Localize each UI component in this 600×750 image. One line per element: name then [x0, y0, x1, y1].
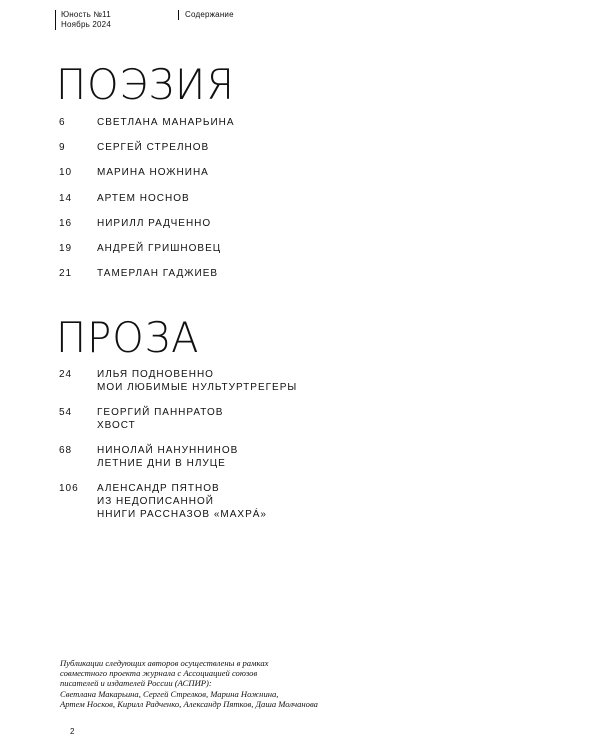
toc-page-number: 9 — [59, 142, 66, 154]
toc-entry-text — [97, 217, 211, 230]
toc-entry-text — [97, 267, 218, 280]
toc-page-number: 14 — [59, 192, 73, 204]
toc-author: НИРИЛЛ РАДЧЕННО — [97, 217, 212, 229]
toc-entry-text — [97, 444, 238, 470]
footnote-line: Артем Носков, Кирилл Радченко, Александр Пятков, Даша Молчанова — [60, 698, 318, 709]
toc-entry[interactable] — [59, 444, 479, 470]
toc-entry[interactable] — [59, 141, 479, 154]
toc-author: ТАМЕРЛАН ГАДЖИЕВ — [97, 268, 219, 280]
magazine-title: Юность №11 — [61, 10, 111, 19]
poetry-heading: ПОЭЗИЯ — [56, 60, 235, 110]
toc-entry-text — [97, 141, 209, 154]
toc-page-number: 19 — [59, 242, 73, 254]
toc-work-title: ЛЕТНИЕ ДНИ В НЛУЦЕ — [97, 458, 226, 469]
toc-work-title: ННИГИ РАССНАЗОВ «МАХРÁ» — [97, 509, 267, 520]
toc-author: СЕРГЕЙ СТРЕЛНОВ — [97, 142, 210, 154]
toc-author: НИНОЛАЙ НАНУННИНОВ — [97, 445, 239, 456]
footnote — [60, 658, 420, 709]
toc-page-number: 10 — [59, 167, 73, 179]
poetry-list — [59, 116, 479, 292]
page-number: 2 — [70, 727, 75, 736]
toc-work-title: ХВОСТ — [97, 420, 136, 431]
toc-page-number: 21 — [59, 268, 73, 280]
toc-entry[interactable] — [59, 406, 479, 432]
issue-date: Ноябрь 2024 — [61, 20, 111, 29]
toc-entry-text — [97, 192, 190, 205]
prose-list — [59, 368, 479, 533]
prose-heading: ПРОЗА — [56, 313, 200, 363]
toc-entry[interactable] — [59, 482, 479, 521]
toc-entry[interactable] — [59, 116, 479, 129]
toc-entry-text — [97, 116, 235, 129]
toc-author: АНДРЕЙ ГРИШНОВЕЦ — [97, 242, 222, 254]
toc-entry[interactable] — [59, 166, 479, 179]
toc-entry[interactable] — [59, 242, 479, 255]
toc-entry-text — [97, 482, 267, 521]
toc-page-number: 68 — [59, 445, 73, 456]
toc-entry[interactable] — [59, 192, 479, 205]
footnote-line: писателей и издателей России (АСПИР): — [60, 678, 212, 689]
toc-entry[interactable] — [59, 217, 479, 230]
toc-author: ГЕОРГИЙ ПАННРАТОВ — [97, 407, 224, 418]
header-issue — [55, 10, 111, 30]
toc-entry-text — [97, 406, 223, 432]
toc-author: МАРИНА НОЖНИНА — [97, 167, 209, 179]
toc-work-title: МОИ ЛЮБИМЫЕ НУЛЬТУРТРЕГЕРЫ — [97, 382, 298, 393]
toc-page-number: 24 — [59, 369, 73, 380]
toc-author: АЛЕНСАНДР ПЯТНОВ — [97, 483, 220, 494]
section-name: Содержание — [185, 10, 234, 19]
footnote-line: Публикации следующих авторов осуществлены в рамках — [60, 658, 269, 668]
header-section — [178, 10, 234, 20]
footnote-line: Светлана Макарьина, Сергей Стрелков, Марина Ножнина, — [60, 688, 279, 699]
toc-author: СВЕТЛАНА МАНАРЬИНА — [97, 117, 235, 128]
toc-entry[interactable] — [59, 267, 479, 280]
footnote-line: совместного проекта журнала с Ассоциацией союзов — [60, 668, 258, 679]
toc-page-number: 54 — [59, 407, 73, 418]
toc-entry[interactable] — [59, 368, 479, 394]
toc-entry-text — [97, 166, 209, 179]
toc-entry-text — [97, 368, 297, 394]
toc-author: ИЛЬЯ ПОДНОВЕННО — [97, 369, 214, 380]
toc-page-number: 106 — [59, 483, 79, 494]
toc-author: АРТЕМ НОСНОВ — [97, 192, 190, 204]
toc-work-title: ИЗ НЕДОПИСАННОЙ — [97, 496, 214, 507]
toc-page-number: 6 — [59, 117, 66, 128]
toc-entry-text — [97, 242, 221, 255]
toc-page-number: 16 — [59, 217, 73, 229]
